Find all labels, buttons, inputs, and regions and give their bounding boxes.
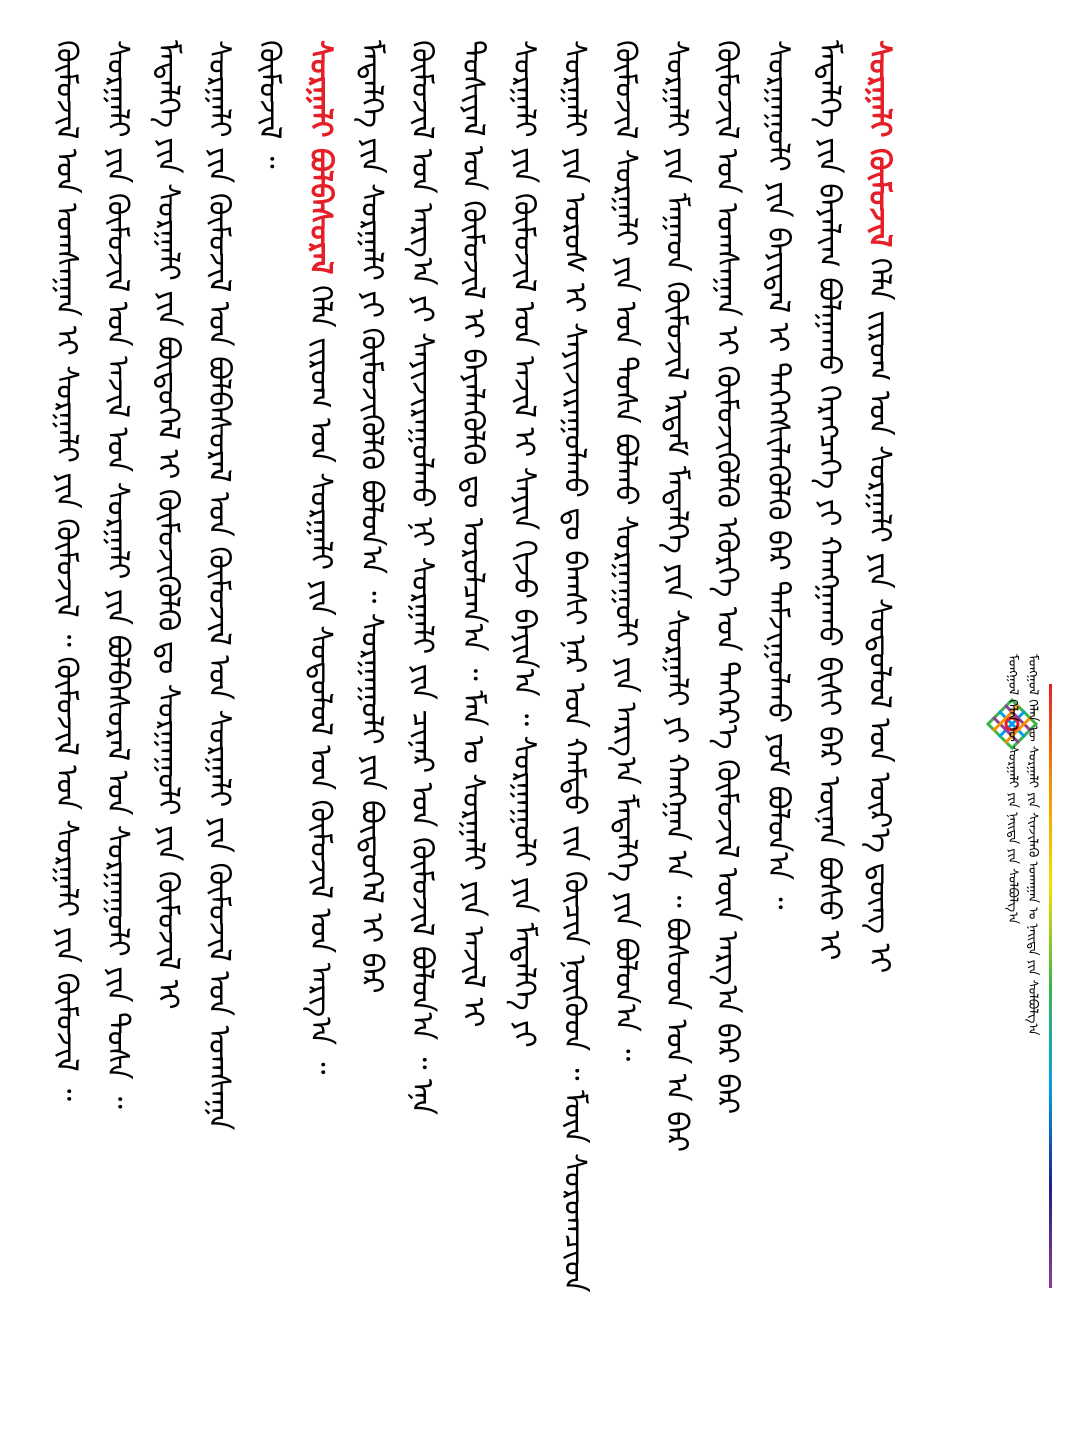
body-text: ᠮᠡᠳᠡᠯᠭᠡ ᠶᠢᠨ ᠰᠤᠷᠭᠠᠯᠢ ᠶᠢᠨ ᠪᠦᠲᠦᠭᠡᠯ ᠢ ᠬᠦᠮᠦᠵᠢᠭᠦᠯᠬᠦ ᠳᠤ ᠰᠤᠷᠭᠠᠭᠤᠯᠢ ᠶᠢᠨ ᠬᠦᠮᠦᠵᠢᠯ ᠢ: [150, 40, 186, 1010]
body-text: ᠬᠦᠮᠦᠵᠢᠯ ᠤᠨ ᠤᠭᠰᠠᠭᠠᠨ ᠢ ᠬᠦᠮᠦᠵᠢᠭᠦᠯᠬᠦ ᠡᠭᠦᠷᠭᠡ ᠤᠨ ᠳᠡᠭᠡᠷ᠎ᠡ ᠬᠦᠮᠦᠵᠢᠯ ᠦᠨ ᠠᠷᠭ᠎ᠠ ᠪᠠᠷ ᠪᠠᠷ: [709, 40, 745, 1115]
text-column: [142, 40, 189, 1400]
article-body: [40, 40, 900, 1400]
text-column: [802, 40, 849, 1400]
header-title: ᠮᠣᠩᠭᠣᠯ ᠬᠡᠯᠡᠨ ᠦ ᠰᠤᠷᠭᠠᠯᠢ ᠶᠢᠨ ᠨᠡᠢᠲᠡ ᠶᠢᠨ ᠰᠤᠯᠪᠤᠯᠭ᠎ᠠ: [1005, 654, 1020, 925]
body-text: ᠬᠦᠮᠦᠵᠢᠯ ᠤᠨ ᠤᠭᠰᠠᠭᠠᠨ ᠢ ᠰᠤᠷᠭᠠᠯᠢ ᠶᠢᠨ ᠬᠦᠮᠦᠵᠢᠯ ᠃ ᠬᠦᠮᠦᠵᠢᠯ ᠤᠨ ᠰᠤᠷᠭᠠᠯᠢ ᠶᠢᠨ ᠬᠦᠮᠦᠵᠢᠯ ᠃: [48, 40, 84, 1102]
body-text: ᠬᠦᠮᠦᠵᠢᠯ ᠤᠨ ᠠᠷᠭ᠎ᠠ ᠶᠢ ᠰᠠᠶᠢᠵᠢᠷᠠᠭᠤᠯᠬᠤ ᠨᠢ ᠰᠤᠷᠭᠠᠯᠢ ᠶᠢᠨ ᠴᠢᠨᠠᠷ ᠤᠨ ᠬᠦᠮᠦᠵᠢᠯ ᠪᠣᠯᠤᠨ᠎ᠠ ᠃ ᠡᠨᠡ: [404, 40, 440, 1116]
body-text: ᠬᠡᠯᠡ ᠵᠢᠷᠤᠭ ᠤᠨ ᠰᠤᠷᠭᠠᠯᠢ ᠶᠢᠨ ᠰᠤᠳᠤᠯᠤᠯ ᠤᠨ ᠦᠷ᠎ᠡ ᠳ᠋ᠦᠩ ᠢ: [862, 257, 898, 974]
header-subtitle: ᠮᠣᠩᠭᠣᠯ ᠬᠡᠯᠡᠨ ᠦ ᠰᠤᠷᠭᠠᠯᠢ ᠶᠢᠨ ᠰᠢᠨᠵᠢᠯᠡᠬᠦ ᠤᠬᠠᠭᠠᠨ ᠤ ᠨᠡᠢᠲᠡ ᠶᠢᠨ ᠰᠤᠯᠪᠤᠯᠭ᠎ᠠ: [1025, 654, 1040, 1036]
body-text: ᠲᠤᠰᠢᠶᠠᠯ ᠤᠨ ᠬᠦᠮᠦᠵᠢᠯ ᠢ ᠪᠡᠶᠡᠯᠡᠭᠦᠯᠬᠦ ᠳᠤ ᠤᠷᠤᠯᠴᠠᠨ᠎ᠠ ᠃ ᠮᠠᠨ ᠤ ᠰᠤᠷᠭᠠᠯᠢ ᠶᠢᠨ ᠠᠵᠢᠯ ᠢ: [455, 40, 491, 1028]
header-strip: [980, 640, 1062, 1360]
body-text: ᠮᠡᠳᠡᠯᠭᠡ ᠶᠢᠨ ᠰᠤᠷᠭᠠᠯᠢ ᠶᠢ ᠬᠦᠮᠦᠵᠢᠭᠦᠯᠬᠦ ᠪᠣᠯᠤᠨ᠎ᠠ ᠃ ᠰᠤᠷᠭᠠᠭᠤᠯᠢ ᠶᠢᠨ ᠪᠦᠲᠦᠭᠡᠯ ᠢ ᠪᠠᠷ: [353, 40, 389, 994]
body-text: ᠰᠤᠷᠭᠠᠯᠢ ᠶᠢᠨ ᠤᠷᠤᠰ ᠢ ᠰᠠᠶᠢᠵᠢᠷᠠᠭᠤᠯᠬᠤ ᠳᠤ ᠪᠠᠭᠰᠢ ᠨᠠᠷ ᠤᠨ ᠬᠠᠮᠲᠤ ᠵᠢᠨ ᠬᠦᠴᠢᠨ ᠨᠦᠭᠦᠳ ᠃ ᠮᠦᠨ ᠰᠤᠷᠤᠭᠴᠢᠳ: [557, 40, 593, 1293]
section-heading: ᠰᠤᠷᠭᠠᠯᠢ ᠪᠣᠯᠪᠠᠰᠤᠷᠠᠯ: [303, 40, 339, 285]
body-text: ᠰᠤᠷᠭᠠᠯᠢ ᠶᠢᠨ ᠬᠦᠮᠦᠵᠢᠯ ᠤᠨ ᠪᠣᠯᠪᠠᠰᠤᠷᠠᠯ ᠤᠨ ᠬᠦᠮᠦᠵᠢᠯ ᠤᠨ ᠰᠤᠷᠭᠠᠯᠢ ᠶᠢᠨ ᠬᠦᠮᠦᠵᠢᠯ ᠤᠨ ᠤᠭᠰᠠᠭᠠ: [201, 40, 237, 1131]
text-column: [497, 40, 544, 1400]
body-text: ᠬᠦᠮᠦᠵᠢᠯ ᠃: [252, 40, 288, 169]
section-heading: ᠰᠤᠷᠭᠠᠯᠢ ᠬᠦᠮᠦᠵᠢᠯ: [862, 40, 898, 258]
text-column: [752, 40, 799, 1400]
text-column: [447, 40, 494, 1400]
text-column: [548, 40, 595, 1400]
body-text: ᠰᠤᠷᠭᠠᠯᠢ ᠶᠢᠨ ᠬᠦᠮᠦᠵᠢᠯ ᠤᠨ ᠠᠵᠢᠯ ᠢ ᠰᠠᠶᠢᠨ ᠬᠢᠵᠦ ᠪᠠᠶᠢᠨ᠎ᠠ ᠃ ᠰᠤᠷᠭᠠᠭᠤᠯᠢ ᠶᠢᠨ ᠮᠡᠳᠡᠯᠭᠡ ᠶᠢ: [506, 40, 542, 1048]
body-text: ᠰᠤᠷᠭᠠᠭᠤᠯᠢ ᠶᠢᠨ ᠪᠠᠶᠢᠳᠠᠯ ᠢ ᠳᠡᠭᠡᠭᠰᠢᠯᠡᠭᠦᠯᠬᠦ ᠪᠠᠷ ᠳᠠᠮᠵᠢᠭᠤᠯᠬᠤ ᠶᠤᠮ ᠪᠣᠯᠤᠨ᠎ᠠ ᠃: [760, 40, 796, 910]
body-text: ᠬᠡᠯᠡ ᠵᠢᠷᠤᠭ ᠤᠨ ᠰᠤᠷᠭᠠᠯᠢ ᠶᠢᠨ ᠰᠤᠳᠤᠯᠤᠯ ᠤᠨ ᠬᠦᠮᠦᠵᠢᠯ ᠤᠨ ᠠᠷᠭ᠎ᠠ ᠃: [303, 284, 339, 1075]
text-column: [396, 40, 443, 1400]
body-text: ᠬᠦᠮᠦᠵᠢᠯ ᠰᠤᠷᠭᠠᠯᠢ ᠶᠢᠨ ᠤᠨ ᠲᠤᠰᠠ ᠪᠣᠯᠬᠤ ᠰᠤᠷᠭᠠᠭᠤᠯᠢ ᠶᠢᠨ ᠠᠷᠭ᠎ᠠ ᠮᠡᠳᠡᠯᠭᠡ ᠶᠢᠨ ᠪᠣᠯᠤᠨ᠎ᠠ ᠃: [608, 40, 644, 1062]
text-column: [599, 40, 646, 1400]
text-column: [192, 40, 239, 1400]
text-column: [853, 40, 900, 1400]
text-column: [91, 40, 138, 1400]
text-column: [701, 40, 748, 1400]
text-column: [345, 40, 392, 1400]
text-column: [40, 40, 87, 1400]
body-text: ᠮᠡᠳᠡᠯᠭᠡ ᠶᠢᠨ ᠪᠠᠶᠠᠯᠢᠭ ᠪᠣᠯᠭᠠᠬᠤ ᠬᠡᠷᠡᠭᠴᠡᠭᠡ ᠶᠢ ᠬᠠᠩᠭᠠᠬᠤ ᠪᠢᠰᠢ ᠪᠠᠷ ᠦᠨᠡᠨ ᠪᠤᠰᠤ ᠢ: [811, 40, 847, 961]
text-column: [650, 40, 697, 1400]
text-column: [243, 40, 290, 1400]
rainbow-divider: [1049, 684, 1052, 1288]
body-text: ᠰᠤᠷᠭᠠᠯᠢ ᠶᠢᠨ ᠮᠠᠭᠠᠳ ᠬᠦᠮᠦᠵᠢᠯ ᠡᠷᠳᠡᠮ ᠮᠡᠳᠡᠯᠭᠡ ᠶᠢᠨ ᠰᠤᠷᠭᠠᠯᠢ ᠶᠢ ᠬᠠᠩᠭᠠᠨ ᠠ ᠃ ᠪᠤᠰᠤᠳ ᠤᠨ ᠠ ᠪᠠᠷ: [658, 40, 694, 1153]
body-text: ᠰᠤᠷᠭᠠᠯᠢ ᠶᠢᠨ ᠬᠦᠮᠦᠵᠢᠯ ᠤᠨ ᠠᠵᠢᠯ ᠤᠨ ᠰᠤᠷᠭᠠᠯᠢ ᠶᠢᠨ ᠪᠣᠯᠪᠠᠰᠤᠷᠠᠯ ᠤᠨ ᠰᠤᠷᠭᠠᠭᠤᠯᠢ ᠶᠢᠨ ᠲᠤᠰᠠ ᠃: [99, 40, 135, 1109]
text-column: [294, 40, 341, 1400]
